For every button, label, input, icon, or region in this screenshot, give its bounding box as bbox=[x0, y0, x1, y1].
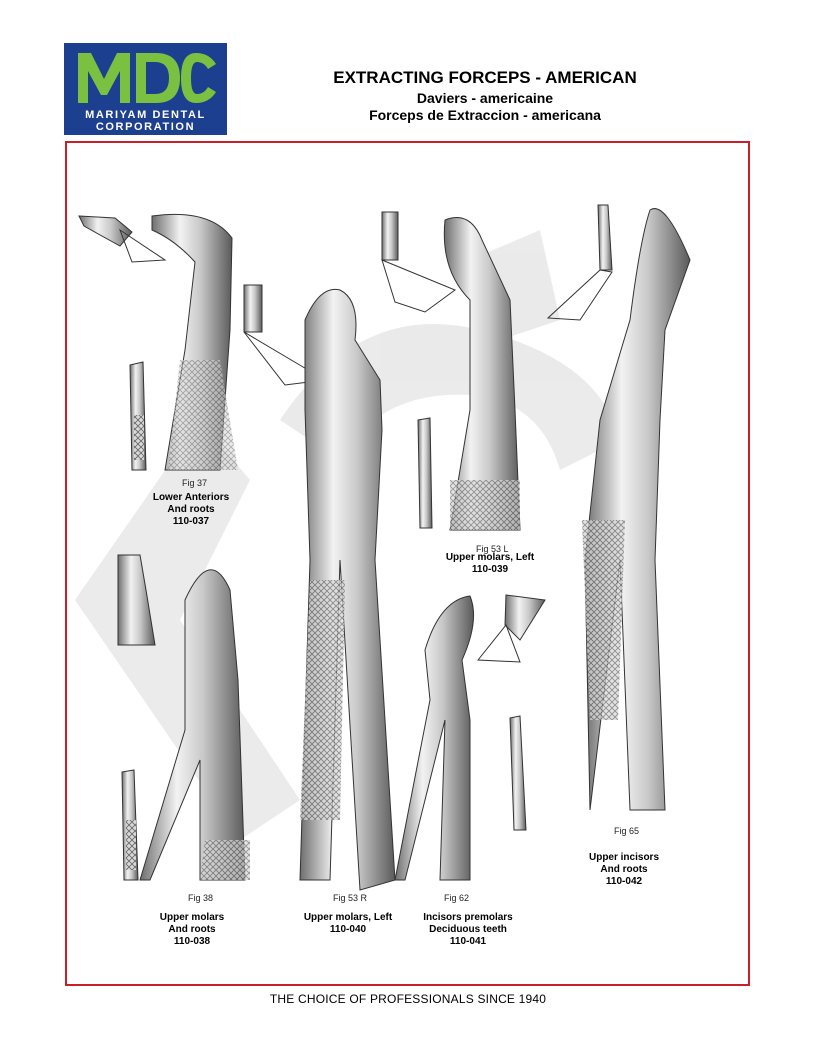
forceps-fig-37 bbox=[79, 214, 325, 470]
page-title: EXTRACTING FORCEPS - AMERICAN bbox=[333, 68, 637, 87]
forceps-fig-65 bbox=[548, 205, 690, 810]
caption-line: Upper molars, Left bbox=[445, 552, 535, 563]
logo-text-line1: MARIYAM DENTAL bbox=[85, 109, 206, 121]
fig-label: Fig 62 bbox=[444, 893, 470, 903]
fig-label: Fig 65 bbox=[614, 826, 640, 836]
product-caption-fig-53l bbox=[430, 552, 550, 576]
caption-line: Upper incisors bbox=[588, 852, 660, 863]
caption-line: Upper molars, Left bbox=[303, 912, 393, 923]
logo-text-line2: CORPORATION bbox=[95, 121, 196, 133]
product-caption-fig-37 bbox=[141, 492, 241, 528]
product-code: 110-041 bbox=[449, 936, 487, 947]
fig-label: Fig 37 bbox=[182, 478, 208, 488]
product-code: 110-037 bbox=[172, 516, 210, 527]
fig-label: Fig 38 bbox=[188, 893, 214, 903]
product-caption-fig-62 bbox=[412, 912, 524, 948]
caption-line: Lower Anteriors bbox=[152, 492, 230, 503]
subtitle-spanish: Forceps de Extraccion - americana bbox=[369, 107, 601, 123]
product-code: 110-039 bbox=[471, 564, 509, 575]
caption-line: And roots bbox=[168, 924, 216, 935]
product-caption-fig-65 bbox=[574, 852, 674, 888]
product-code: 110-042 bbox=[605, 876, 643, 887]
footer-tagline: THE CHOICE OF PROFESSIONALS SINCE 1940 bbox=[269, 992, 547, 1006]
caption-line: Incisors premolars bbox=[423, 912, 513, 923]
forceps-fig-62 bbox=[395, 595, 545, 880]
fig-label: Fig 53 L bbox=[476, 544, 509, 554]
subtitle-french: Daviers - americaine bbox=[416, 90, 554, 106]
product-code: 110-040 bbox=[329, 924, 367, 935]
caption-line: Deciduous teeth bbox=[429, 924, 507, 935]
caption-line: And roots bbox=[167, 504, 215, 515]
fig-label: Fig 53 R bbox=[333, 893, 368, 903]
caption-line: And roots bbox=[600, 864, 648, 875]
product-code: 110-038 bbox=[173, 936, 211, 947]
caption-line: Upper molars bbox=[159, 912, 225, 923]
product-caption-fig-38 bbox=[142, 912, 242, 948]
product-caption-fig-53r bbox=[288, 912, 408, 936]
